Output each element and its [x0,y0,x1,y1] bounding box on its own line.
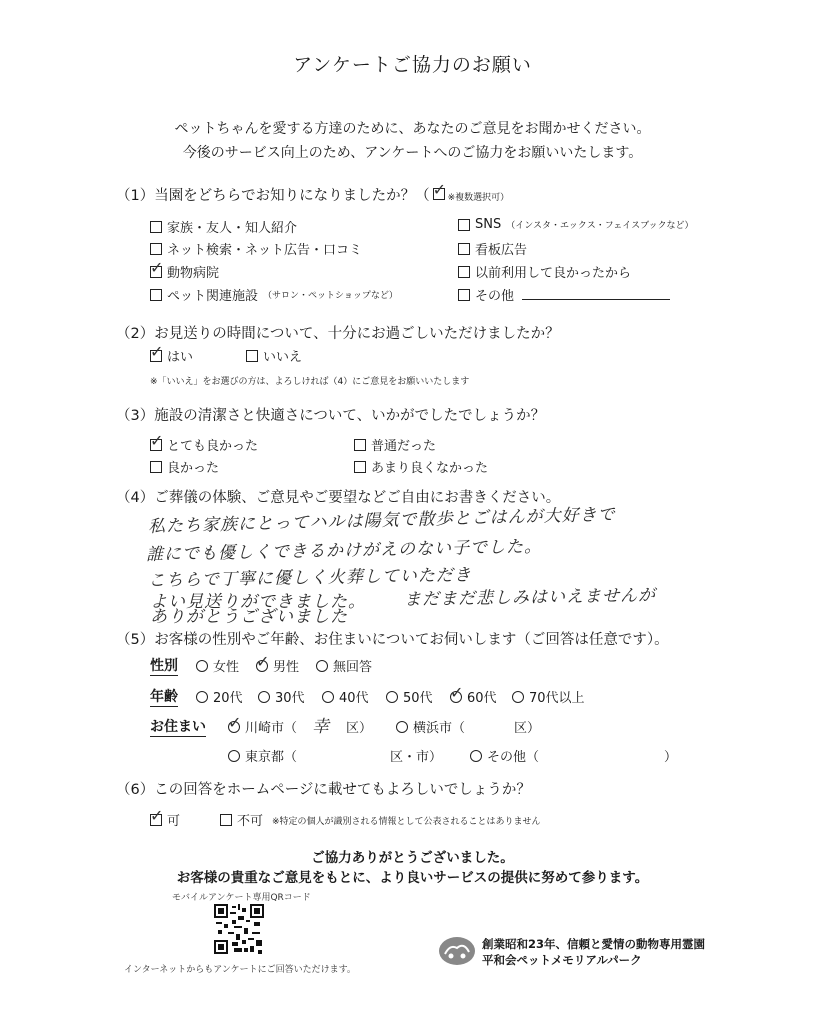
checkbox-icon[interactable] [150,430,164,451]
option-label: 50代 [403,691,433,706]
option-label: 区） [514,721,541,736]
q2-option-no[interactable] [246,346,302,365]
gender-female[interactable] [196,656,239,675]
q1-option-sns[interactable] [458,217,694,232]
age-70s-plus[interactable] [512,687,585,706]
qr-caption: モバイルアンケート専用QRコード [172,893,311,903]
kawasaki-ku-suffix [346,717,372,736]
option-label: 40代 [339,691,369,706]
q3-option-average[interactable] [354,435,436,454]
radio-icon[interactable] [256,651,270,672]
gender-male[interactable] [256,651,300,675]
check-mark-icon: ✓ [150,341,164,361]
footer-message: お客様の貴重なご意見をもとに、より良いサービスの提供に努めて参ります。 [176,870,649,886]
option-label: 30代 [275,691,305,706]
option-label: SNS [475,217,502,232]
option-label: 川崎市（ [245,721,298,736]
q1-option-pet-facility[interactable] [150,285,398,304]
q6-note: ※特定の個人が識別される情報として公表されることはありません [272,817,541,827]
checkbox-icon[interactable] [150,221,162,233]
q3-option-not-good[interactable] [354,457,488,476]
check-mark-icon: ✓ [228,712,242,732]
option-label: 東京都（ [245,750,298,765]
internet-note: インターネットからもアンケートにご回答いただけます。 [124,965,356,975]
residence-kawasaki[interactable] [228,712,298,736]
q6-option-no[interactable] [220,810,263,829]
q1-option-vet[interactable] [150,257,220,281]
footer-thanks: ご協力ありがとうございました。 [311,850,514,866]
option-label: 普通だった [371,439,437,454]
q1-option-previous[interactable] [458,262,631,281]
gender-label: 性別 [150,655,178,676]
radio-icon[interactable] [450,682,464,703]
option-label: 動物病院 [167,266,220,281]
q6-question: （6）この回答をホームページに載せてもよろしいでしょうか？ [116,782,531,798]
age-20s[interactable] [196,687,243,706]
q4-answer-line-6[interactable]: ありがとうございました [150,607,348,627]
option-label: いいえ [263,350,303,365]
residence-other[interactable] [470,746,539,765]
radio-icon[interactable] [258,691,270,703]
kawasaki-ward-answer[interactable]: 幸 [312,717,330,737]
option-sub: （サロン・ペットショップなど） [263,291,398,301]
qr-code-icon[interactable] [214,904,264,954]
q1-other-line[interactable] [522,299,670,300]
q3-option-very-good[interactable] [150,430,259,454]
option-label: 60代 [467,691,497,706]
company-name: 平和会ペットメモリアルパーク [482,953,642,967]
q1-option-other[interactable] [458,285,514,304]
option-label: 良かった [167,461,220,476]
radio-icon[interactable] [322,691,334,703]
option-label: 看板広告 [475,243,528,258]
q1-option-signboard[interactable] [458,239,527,258]
check-mark-icon: ✓ [150,257,164,277]
option-label: 不可 [237,814,264,829]
other-close-paren [664,746,677,765]
intro-line-2: 今後のサービス向上のため、アンケートへのご協力をお願いいたします。 [182,145,643,161]
radio-icon[interactable] [386,691,398,703]
option-sub: （インスタ・エックス・フェイスブックなど） [506,221,694,231]
option-label: 家族・友人・知人紹介 [167,221,298,236]
age-60s[interactable] [450,682,497,706]
checkbox-icon[interactable] [458,289,470,301]
company-logo-icon [438,936,476,966]
option-label: その他（ [487,750,540,765]
option-label: 無回答 [333,660,373,675]
option-label: ペット関連施設 [167,289,259,304]
check-mark-icon: ✓ [150,805,164,825]
checkbox-icon[interactable] [354,439,366,451]
radio-icon[interactable] [512,691,524,703]
q2-option-yes[interactable] [150,341,194,365]
option-label: 男性 [273,660,300,675]
option-label: 以前利用して良かったから [475,266,632,281]
age-40s[interactable] [322,687,369,706]
radio-icon[interactable] [470,750,482,762]
option-label: 20代 [213,691,243,706]
q4-answer-line-5[interactable]: まだまだ悲しみはいえませんが [403,585,657,610]
q1-multi-checkbox-icon [432,180,446,200]
option-label: ） [664,750,678,765]
option-label: あまり良くなかった [371,461,489,476]
q4-question: （4）ご葬儀の体験、ご意見やご要望などご自由にお書きください。 [116,490,561,506]
residence-tokyo[interactable] [228,746,297,765]
checkbox-icon[interactable] [220,814,232,826]
checkbox-icon[interactable] [150,805,164,826]
q3-option-good[interactable] [150,457,219,476]
check-mark-icon: ✓ [432,180,446,199]
option-label: 横浜市（ [413,721,466,736]
q4-answer-line-1[interactable]: 私たち家族にとってハルは陽気で散歩とごはんが大好きで [147,504,616,537]
checkbox-icon[interactable] [354,461,366,473]
checkbox-icon[interactable] [246,350,258,362]
checkbox-icon[interactable] [150,257,164,278]
option-label: ネット検索・ネット広告・口コミ [167,243,363,258]
gender-no-answer[interactable] [316,656,372,675]
residence-label: お住まい [150,716,206,737]
q6-option-yes[interactable] [150,805,181,829]
q1-option-net[interactable] [150,239,362,258]
option-label: その他 [475,289,515,304]
q2-question: （2）お見送りの時間について、十分にお過ごしいただけましたか？ [116,326,560,342]
age-label: 年齢 [150,686,178,707]
q1-question: （1）当園をどちらでお知りになりましたか？（ [116,188,430,204]
checkbox-icon[interactable] [150,461,162,473]
checkbox-icon[interactable] [458,219,470,231]
radio-icon[interactable] [196,691,208,703]
q3-question: （3）施設の清潔さと快適さについて、いかがでしたでしょうか？ [116,408,546,424]
option-label: 区・市） [390,750,443,765]
check-mark-icon: ✓ [150,430,164,450]
checkbox-icon[interactable] [150,289,162,301]
check-mark-icon: ✓ [256,651,270,671]
yokohama-ku-suffix [514,717,540,736]
q1-multi-note: ※複数選択可） [447,193,510,203]
radio-icon[interactable] [228,712,242,733]
q4-answer-line-2[interactable]: 誰にでも優しくできるかけがえのない子でした。 [145,536,543,565]
option-label: 可 [167,814,181,829]
tokyo-ku-shi-suffix [390,746,442,765]
intro-line-1: ペットちゃんを愛する方達のために、あなたのご意見をお聞かせください。 [174,121,651,137]
q5-question: （5）お客様の性別やご年齢、お住まいについてお伺いします（ご回答は任意です）。 [116,632,669,648]
check-mark-icon: ✓ [450,682,464,702]
q2-note: ※「いいえ」をお選びの方は、よろしければ（4）にご意見をお願いいたします [150,377,470,387]
q4-answer-line-3[interactable]: こちらで丁寧に優しく火葬していただき [147,565,473,591]
checkbox-icon[interactable] [150,341,164,362]
option-label: はい [167,350,194,365]
residence-yokohama[interactable] [396,717,465,736]
checkbox-icon[interactable] [458,266,470,278]
option-label: 区） [346,721,373,736]
radio-icon[interactable] [316,660,328,672]
checkbox-icon[interactable] [150,243,162,255]
option-label: 70代以上 [529,691,585,706]
option-label: とても良かった [167,439,259,454]
option-label: 女性 [213,660,240,675]
checkbox-icon[interactable] [458,243,470,255]
q4-answer-line-4[interactable]: よい見送りができました。 [150,592,366,612]
company-tagline: 創業昭和23年、信頼と愛情の動物専用霊園 [482,937,706,951]
radio-icon[interactable] [228,750,240,762]
age-30s[interactable] [258,687,305,706]
q1-heading [116,180,510,205]
q1-option-family[interactable] [150,217,297,236]
age-50s[interactable] [386,687,433,706]
page-title: アンケートご協力のお願い [293,54,532,76]
radio-icon[interactable] [196,660,208,672]
radio-icon[interactable] [396,721,408,733]
